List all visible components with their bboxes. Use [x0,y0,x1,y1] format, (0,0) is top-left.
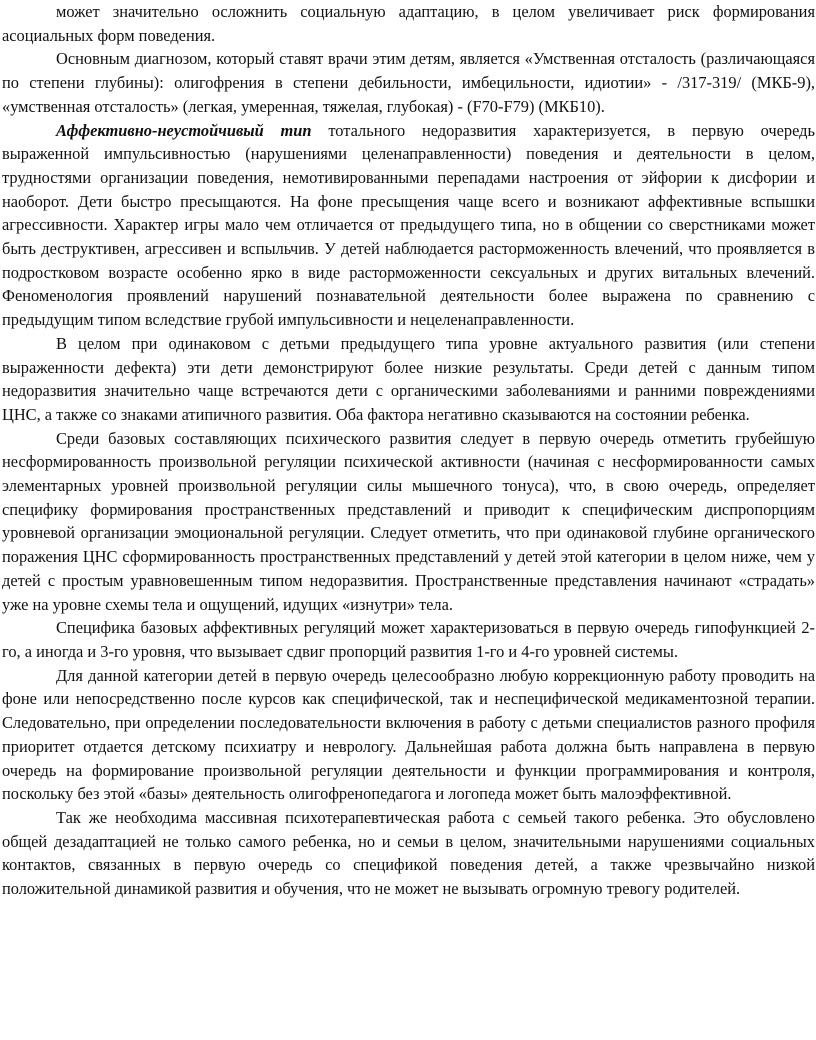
paragraph-text: Среди базовых составляющих психического развития следует в первую очередь отметить грубейшую несформированность произвольной регуляции психической активности (начиная с несформированности самых элементарных уровней произвольной регуляции силы мышечного тонуса), что, в свою очередь, определяет специфику формирования пространственных представлений и приводит к специфическим диспропорциям уровневой организации эмоциональной регуляции. Следует отметить, что при одинаковой глубине органического поражения ЦНС сформированность пространственных представлений у детей этой категории в целом ниже, чем у детей с простым уравновешенным типом недоразвития. Пространственные представления начинают «страдать» уже на уровне схемы тела и ощущений, идущих «изнутри» тела. [2,428,815,614]
paragraph-text: Так же необходима массивная психотерапевтическая работа с семьей такого ребенка. Это обусловлено общей дезадаптацией не только самого ребенка, но и семьи в целом, значительными нарушениями социальных контактов, связанных в первую очередь со спецификой поведения детей, а также чрезвычайно низкой положительной динамикой развития и обучения, что не может не вызывать огромную тревогу родителей. [2,807,815,899]
document-body [2,0,815,901]
paragraph-development-level [2,332,815,427]
paragraph-continuation [2,0,815,47]
paragraph-diagnosis [2,47,815,118]
paragraph-base-components [2,427,815,617]
paragraph-text: Основным диагнозом, который ставят врачи этим детям, является «Умственная отсталость (различающаяся по степени глубины): олигофрения в степени дебильности, имбецильности, идиотии» - /317-319/ (МКБ-9), «умственная отсталость» (легкая, умеренная, тяжелая, глубокая) - (F70-F79) (МКБ10). [2,49,815,116]
paragraph-lead-term: Аффективно-неустойчивый тип [56,120,312,140]
paragraph-text: Специфика базовых аффективных регуляций может характеризоваться в первую очередь гипофункцией 2-го, а иногда и 3-го уровня, что вызывает сдвиг пропорций развития 1-го и 4-го уровней системы. [2,618,815,661]
paragraph-text: тотального недоразвития характеризуется, в первую очередь выраженной импульсивностью (нарушениями целенаправленности) поведения и деятельности в целом, трудностями организации поведения, немотивированными перепадами настроения от эйфории к дисфории и наоборот. Дети быстро пресыщаются. На фоне пресыщения чаще всего и возникают аффективные вспышки агрессивности. Характер игры мало чем отличается от предыдущего типа, но в общении со сверстниками может быть деструктивен, агрессивен и вспыльчив. У детей наблюдается расторможенность влечений, что проявляется в подростковом возрасте особенно ярко в виде расторможенности сексуальных и других витальных влечений. Феноменология проявлений нарушений познавательной деятельности более выражена по сравнению с предыдущим типом вследствие грубой импульсивности и нецеленаправленности. [2,120,815,330]
paragraph-correction-work [2,664,815,806]
paragraph-affective-regulation [2,616,815,663]
paragraph-family-therapy [2,806,815,901]
paragraph-text: Для данной категории детей в первую очередь целесообразно любую коррекционную работу проводить на фоне или непосредственно после курсов как специфической, так и неспецифической медикаментозной терапии. Следовательно, при определении последовательности включения в работу с детьми специалистов разного профиля приоритет отдается детскому психиатру и неврологу. Дальнейшая работа должна быть направлена в первую очередь на формирование произвольной регуляции деятельности и функции программирования и контроля, поскольку без этой «базы» деятельность олигофренопедагога и логопеда может быть малоэффективной. [2,665,815,804]
paragraph-text: может значительно осложнить социальную адаптацию, в целом увеличивает риск формирования асоциальных форм поведения. [2,2,815,45]
paragraph-text: В целом при одинаковом с детьми предыдущего типа уровне актуального развития (или степени выраженности дефекта) эти дети демонстрируют более низкие результаты. Среди детей с данным типом недоразвития значительно чаще встречаются дети с органическими заболеваниями и ранними повреждениями ЦНС, а также со знаками атипичного развития. Оба фактора негативно сказываются на состоянии ребенка. [2,333,815,424]
paragraph-affective-type [2,119,815,332]
